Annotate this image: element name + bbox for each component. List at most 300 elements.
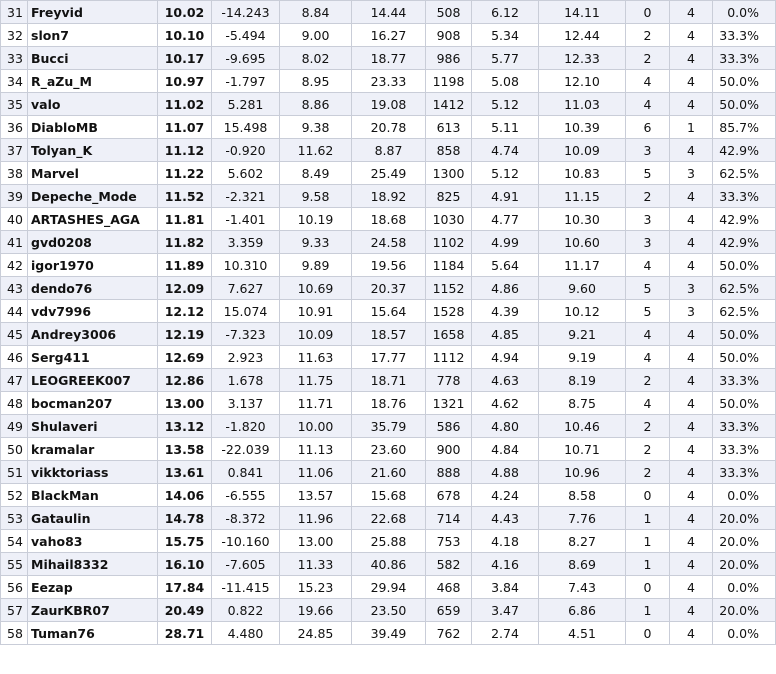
losses-cell: 4 <box>670 599 713 622</box>
stat3-cell: 1030 <box>426 208 472 231</box>
stat3-cell: 659 <box>426 599 472 622</box>
player-name-cell: Marvel <box>28 162 158 185</box>
win-percent-cell: 62.5% <box>713 162 776 185</box>
wins-cell: 5 <box>626 277 670 300</box>
stat3-cell: 858 <box>426 139 472 162</box>
player-name-cell: Serg411 <box>28 346 158 369</box>
stat5-cell: 8.75 <box>539 392 626 415</box>
table-row <box>1 484 776 507</box>
stat2-cell: 18.76 <box>352 392 426 415</box>
average-cell: 11.82 <box>158 231 212 254</box>
stat3-cell: 678 <box>426 484 472 507</box>
average-cell: 10.97 <box>158 70 212 93</box>
stat1-cell: 10.91 <box>280 300 352 323</box>
stat4-cell: 5.34 <box>472 24 539 47</box>
average-cell: 12.19 <box>158 323 212 346</box>
losses-cell: 4 <box>670 369 713 392</box>
player-name-cell: vaho83 <box>28 530 158 553</box>
rank-cell: 45 <box>1 323 28 346</box>
win-percent-cell: 33.3% <box>713 438 776 461</box>
stat1-cell: 10.19 <box>280 208 352 231</box>
average-cell: 28.71 <box>158 622 212 645</box>
player-name-cell: Andrey3006 <box>28 323 158 346</box>
stat4-cell: 5.08 <box>472 70 539 93</box>
stat2-cell: 16.27 <box>352 24 426 47</box>
stat4-cell: 5.64 <box>472 254 539 277</box>
table-row <box>1 622 776 645</box>
diff-cell: 3.137 <box>212 392 280 415</box>
table-row <box>1 599 776 622</box>
wins-cell: 1 <box>626 507 670 530</box>
diff-cell: 4.480 <box>212 622 280 645</box>
losses-cell: 4 <box>670 254 713 277</box>
losses-cell: 4 <box>670 208 713 231</box>
stat2-cell: 18.71 <box>352 369 426 392</box>
wins-cell: 2 <box>626 24 670 47</box>
stat4-cell: 4.94 <box>472 346 539 369</box>
win-percent-cell: 33.3% <box>713 369 776 392</box>
stat1-cell: 13.00 <box>280 530 352 553</box>
stat1-cell: 8.95 <box>280 70 352 93</box>
stat4-cell: 5.12 <box>472 93 539 116</box>
losses-cell: 4 <box>670 231 713 254</box>
win-percent-cell: 33.3% <box>713 415 776 438</box>
diff-cell: 15.498 <box>212 116 280 139</box>
stat2-cell: 23.33 <box>352 70 426 93</box>
wins-cell: 2 <box>626 461 670 484</box>
wins-cell: 0 <box>626 576 670 599</box>
stat2-cell: 20.37 <box>352 277 426 300</box>
stat5-cell: 10.39 <box>539 116 626 139</box>
diff-cell: 2.923 <box>212 346 280 369</box>
player-name-cell: Shulaveri <box>28 415 158 438</box>
diff-cell: -7.605 <box>212 553 280 576</box>
diff-cell: -1.797 <box>212 70 280 93</box>
table-row <box>1 300 776 323</box>
rank-cell: 46 <box>1 346 28 369</box>
table-row <box>1 254 776 277</box>
stat5-cell: 11.17 <box>539 254 626 277</box>
stat5-cell: 8.58 <box>539 484 626 507</box>
wins-cell: 0 <box>626 484 670 507</box>
stat4-cell: 4.16 <box>472 553 539 576</box>
stat5-cell: 9.19 <box>539 346 626 369</box>
stat4-cell: 4.86 <box>472 277 539 300</box>
average-cell: 16.10 <box>158 553 212 576</box>
player-name-cell: vdv7996 <box>28 300 158 323</box>
win-percent-cell: 42.9% <box>713 208 776 231</box>
stat1-cell: 9.58 <box>280 185 352 208</box>
diff-cell: -11.415 <box>212 576 280 599</box>
losses-cell: 4 <box>670 530 713 553</box>
stat1-cell: 9.33 <box>280 231 352 254</box>
stat5-cell: 9.21 <box>539 323 626 346</box>
player-name-cell: Bucci <box>28 47 158 70</box>
stat5-cell: 10.46 <box>539 415 626 438</box>
average-cell: 13.00 <box>158 392 212 415</box>
player-name-cell: Depeche_Mode <box>28 185 158 208</box>
player-name-cell: Eezap <box>28 576 158 599</box>
stat2-cell: 24.58 <box>352 231 426 254</box>
table-row <box>1 553 776 576</box>
stat2-cell: 15.64 <box>352 300 426 323</box>
average-cell: 12.69 <box>158 346 212 369</box>
stat4-cell: 5.12 <box>472 162 539 185</box>
stat5-cell: 11.15 <box>539 185 626 208</box>
losses-cell: 4 <box>670 415 713 438</box>
losses-cell: 3 <box>670 162 713 185</box>
win-percent-cell: 50.0% <box>713 254 776 277</box>
diff-cell: -7.323 <box>212 323 280 346</box>
stat3-cell: 908 <box>426 24 472 47</box>
average-cell: 14.06 <box>158 484 212 507</box>
win-percent-cell: 0.0% <box>713 1 776 24</box>
stat2-cell: 23.50 <box>352 599 426 622</box>
player-name-cell: Tolyan_K <box>28 139 158 162</box>
player-name-cell: valo <box>28 93 158 116</box>
stat3-cell: 778 <box>426 369 472 392</box>
stat5-cell: 10.12 <box>539 300 626 323</box>
wins-cell: 5 <box>626 162 670 185</box>
diff-cell: 1.678 <box>212 369 280 392</box>
rank-cell: 43 <box>1 277 28 300</box>
losses-cell: 4 <box>670 93 713 116</box>
table-row <box>1 24 776 47</box>
rank-cell: 39 <box>1 185 28 208</box>
losses-cell: 4 <box>670 553 713 576</box>
stat1-cell: 11.96 <box>280 507 352 530</box>
wins-cell: 3 <box>626 139 670 162</box>
table-row <box>1 438 776 461</box>
stat3-cell: 508 <box>426 1 472 24</box>
stat4-cell: 6.12 <box>472 1 539 24</box>
table-row <box>1 323 776 346</box>
rank-cell: 49 <box>1 415 28 438</box>
player-name-cell: ARTASHES_AGA <box>28 208 158 231</box>
standings-rows <box>1 1 776 645</box>
diff-cell: 7.627 <box>212 277 280 300</box>
diff-cell: 0.841 <box>212 461 280 484</box>
stat2-cell: 8.87 <box>352 139 426 162</box>
stat1-cell: 9.89 <box>280 254 352 277</box>
wins-cell: 4 <box>626 93 670 116</box>
rank-cell: 35 <box>1 93 28 116</box>
wins-cell: 6 <box>626 116 670 139</box>
stat3-cell: 1198 <box>426 70 472 93</box>
average-cell: 11.02 <box>158 93 212 116</box>
losses-cell: 4 <box>670 1 713 24</box>
diff-cell: 0.822 <box>212 599 280 622</box>
stat2-cell: 17.77 <box>352 346 426 369</box>
stat2-cell: 23.60 <box>352 438 426 461</box>
win-percent-cell: 0.0% <box>713 484 776 507</box>
average-cell: 11.12 <box>158 139 212 162</box>
diff-cell: 3.359 <box>212 231 280 254</box>
wins-cell: 0 <box>626 1 670 24</box>
stat1-cell: 11.62 <box>280 139 352 162</box>
wins-cell: 2 <box>626 415 670 438</box>
stat1-cell: 11.63 <box>280 346 352 369</box>
win-percent-cell: 33.3% <box>713 24 776 47</box>
wins-cell: 3 <box>626 231 670 254</box>
table-row <box>1 369 776 392</box>
average-cell: 15.75 <box>158 530 212 553</box>
stat1-cell: 10.00 <box>280 415 352 438</box>
stat3-cell: 753 <box>426 530 472 553</box>
table-row <box>1 162 776 185</box>
stat3-cell: 1528 <box>426 300 472 323</box>
stat1-cell: 19.66 <box>280 599 352 622</box>
win-percent-cell: 0.0% <box>713 622 776 645</box>
player-name-cell: LEOGREEK007 <box>28 369 158 392</box>
stat2-cell: 25.88 <box>352 530 426 553</box>
win-percent-cell: 33.3% <box>713 185 776 208</box>
stat5-cell: 10.09 <box>539 139 626 162</box>
diff-cell: -6.555 <box>212 484 280 507</box>
rank-cell: 52 <box>1 484 28 507</box>
average-cell: 11.07 <box>158 116 212 139</box>
stat4-cell: 4.99 <box>472 231 539 254</box>
stat3-cell: 888 <box>426 461 472 484</box>
stat2-cell: 18.92 <box>352 185 426 208</box>
losses-cell: 4 <box>670 323 713 346</box>
wins-cell: 2 <box>626 185 670 208</box>
wins-cell: 2 <box>626 47 670 70</box>
wins-cell: 4 <box>626 323 670 346</box>
stat3-cell: 1300 <box>426 162 472 185</box>
wins-cell: 1 <box>626 553 670 576</box>
player-name-cell: Tuman76 <box>28 622 158 645</box>
stat4-cell: 4.74 <box>472 139 539 162</box>
stat2-cell: 35.79 <box>352 415 426 438</box>
stat5-cell: 12.10 <box>539 70 626 93</box>
average-cell: 13.12 <box>158 415 212 438</box>
stat4-cell: 4.77 <box>472 208 539 231</box>
losses-cell: 4 <box>670 24 713 47</box>
table-row <box>1 576 776 599</box>
average-cell: 10.17 <box>158 47 212 70</box>
stat5-cell: 11.03 <box>539 93 626 116</box>
losses-cell: 3 <box>670 300 713 323</box>
diff-cell: -0.920 <box>212 139 280 162</box>
stat1-cell: 13.57 <box>280 484 352 507</box>
table-row <box>1 116 776 139</box>
stat4-cell: 5.11 <box>472 116 539 139</box>
table-row <box>1 392 776 415</box>
diff-cell: -9.695 <box>212 47 280 70</box>
stat2-cell: 40.86 <box>352 553 426 576</box>
rank-cell: 47 <box>1 369 28 392</box>
player-name-cell: Mihail8332 <box>28 553 158 576</box>
stat2-cell: 20.78 <box>352 116 426 139</box>
table-row <box>1 1 776 24</box>
losses-cell: 3 <box>670 277 713 300</box>
stat5-cell: 4.51 <box>539 622 626 645</box>
stat1-cell: 9.38 <box>280 116 352 139</box>
wins-cell: 5 <box>626 300 670 323</box>
stat4-cell: 4.62 <box>472 392 539 415</box>
diff-cell: -5.494 <box>212 24 280 47</box>
stat1-cell: 8.86 <box>280 93 352 116</box>
stat3-cell: 986 <box>426 47 472 70</box>
player-name-cell: Freyvid <box>28 1 158 24</box>
stat2-cell: 15.68 <box>352 484 426 507</box>
rank-cell: 55 <box>1 553 28 576</box>
stat3-cell: 582 <box>426 553 472 576</box>
table-row <box>1 47 776 70</box>
stat1-cell: 24.85 <box>280 622 352 645</box>
average-cell: 17.84 <box>158 576 212 599</box>
stat4-cell: 4.63 <box>472 369 539 392</box>
diff-cell: -1.401 <box>212 208 280 231</box>
losses-cell: 4 <box>670 461 713 484</box>
player-name-cell: dendo76 <box>28 277 158 300</box>
rank-cell: 33 <box>1 47 28 70</box>
stat5-cell: 6.86 <box>539 599 626 622</box>
table-row <box>1 507 776 530</box>
stat4-cell: 4.88 <box>472 461 539 484</box>
losses-cell: 4 <box>670 346 713 369</box>
stat3-cell: 825 <box>426 185 472 208</box>
rank-cell: 57 <box>1 599 28 622</box>
rank-cell: 42 <box>1 254 28 277</box>
stat4-cell: 4.91 <box>472 185 539 208</box>
stat5-cell: 10.71 <box>539 438 626 461</box>
losses-cell: 4 <box>670 139 713 162</box>
stat2-cell: 14.44 <box>352 1 426 24</box>
stat3-cell: 586 <box>426 415 472 438</box>
stat5-cell: 7.43 <box>539 576 626 599</box>
rank-cell: 38 <box>1 162 28 185</box>
average-cell: 10.02 <box>158 1 212 24</box>
stat3-cell: 1152 <box>426 277 472 300</box>
average-cell: 13.58 <box>158 438 212 461</box>
losses-cell: 4 <box>670 622 713 645</box>
average-cell: 20.49 <box>158 599 212 622</box>
player-name-cell: kramalar <box>28 438 158 461</box>
rank-cell: 53 <box>1 507 28 530</box>
player-name-cell: igor1970 <box>28 254 158 277</box>
stat1-cell: 11.75 <box>280 369 352 392</box>
win-percent-cell: 62.5% <box>713 277 776 300</box>
rank-cell: 34 <box>1 70 28 93</box>
win-percent-cell: 85.7% <box>713 116 776 139</box>
stat1-cell: 11.33 <box>280 553 352 576</box>
stat4-cell: 2.74 <box>472 622 539 645</box>
wins-cell: 4 <box>626 392 670 415</box>
diff-cell: 15.074 <box>212 300 280 323</box>
stat1-cell: 10.09 <box>280 323 352 346</box>
stat1-cell: 11.71 <box>280 392 352 415</box>
table-row <box>1 231 776 254</box>
rank-cell: 31 <box>1 1 28 24</box>
rank-cell: 36 <box>1 116 28 139</box>
rank-cell: 54 <box>1 530 28 553</box>
losses-cell: 4 <box>670 47 713 70</box>
rank-cell: 48 <box>1 392 28 415</box>
player-name-cell: vikktoriass <box>28 461 158 484</box>
stat5-cell: 10.30 <box>539 208 626 231</box>
losses-cell: 4 <box>670 185 713 208</box>
win-percent-cell: 62.5% <box>713 300 776 323</box>
table-row <box>1 277 776 300</box>
win-percent-cell: 42.9% <box>713 231 776 254</box>
stat5-cell: 7.76 <box>539 507 626 530</box>
table-row <box>1 185 776 208</box>
average-cell: 12.09 <box>158 277 212 300</box>
losses-cell: 4 <box>670 70 713 93</box>
win-percent-cell: 20.0% <box>713 530 776 553</box>
stat4-cell: 4.18 <box>472 530 539 553</box>
win-percent-cell: 50.0% <box>713 392 776 415</box>
stat3-cell: 468 <box>426 576 472 599</box>
average-cell: 12.12 <box>158 300 212 323</box>
stat2-cell: 18.77 <box>352 47 426 70</box>
stat4-cell: 3.84 <box>472 576 539 599</box>
average-cell: 11.22 <box>158 162 212 185</box>
win-percent-cell: 50.0% <box>713 93 776 116</box>
wins-cell: 1 <box>626 599 670 622</box>
stat2-cell: 29.94 <box>352 576 426 599</box>
rank-cell: 32 <box>1 24 28 47</box>
stat4-cell: 3.47 <box>472 599 539 622</box>
wins-cell: 4 <box>626 254 670 277</box>
wins-cell: 2 <box>626 369 670 392</box>
wins-cell: 1 <box>626 530 670 553</box>
rank-cell: 50 <box>1 438 28 461</box>
wins-cell: 4 <box>626 346 670 369</box>
player-name-cell: BlackMan <box>28 484 158 507</box>
player-name-cell: Gataulin <box>28 507 158 530</box>
stat1-cell: 8.84 <box>280 1 352 24</box>
rank-cell: 51 <box>1 461 28 484</box>
average-cell: 14.78 <box>158 507 212 530</box>
stat4-cell: 4.24 <box>472 484 539 507</box>
win-percent-cell: 20.0% <box>713 599 776 622</box>
rank-cell: 37 <box>1 139 28 162</box>
stat5-cell: 8.19 <box>539 369 626 392</box>
average-cell: 11.81 <box>158 208 212 231</box>
stat2-cell: 21.60 <box>352 461 426 484</box>
wins-cell: 2 <box>626 438 670 461</box>
losses-cell: 4 <box>670 392 713 415</box>
stat2-cell: 25.49 <box>352 162 426 185</box>
win-percent-cell: 50.0% <box>713 70 776 93</box>
stat1-cell: 15.23 <box>280 576 352 599</box>
stat4-cell: 5.77 <box>472 47 539 70</box>
stat5-cell: 9.60 <box>539 277 626 300</box>
player-name-cell: DiabloMB <box>28 116 158 139</box>
stat3-cell: 613 <box>426 116 472 139</box>
stat4-cell: 4.43 <box>472 507 539 530</box>
diff-cell: 5.281 <box>212 93 280 116</box>
stat4-cell: 4.85 <box>472 323 539 346</box>
wins-cell: 4 <box>626 70 670 93</box>
stat2-cell: 22.68 <box>352 507 426 530</box>
diff-cell: -10.160 <box>212 530 280 553</box>
stat3-cell: 900 <box>426 438 472 461</box>
stat1-cell: 9.00 <box>280 24 352 47</box>
stat1-cell: 10.69 <box>280 277 352 300</box>
losses-cell: 4 <box>670 507 713 530</box>
stat2-cell: 39.49 <box>352 622 426 645</box>
diff-cell: -2.321 <box>212 185 280 208</box>
stat3-cell: 1184 <box>426 254 472 277</box>
win-percent-cell: 33.3% <box>713 461 776 484</box>
table-row <box>1 70 776 93</box>
stat1-cell: 8.49 <box>280 162 352 185</box>
stat3-cell: 1112 <box>426 346 472 369</box>
